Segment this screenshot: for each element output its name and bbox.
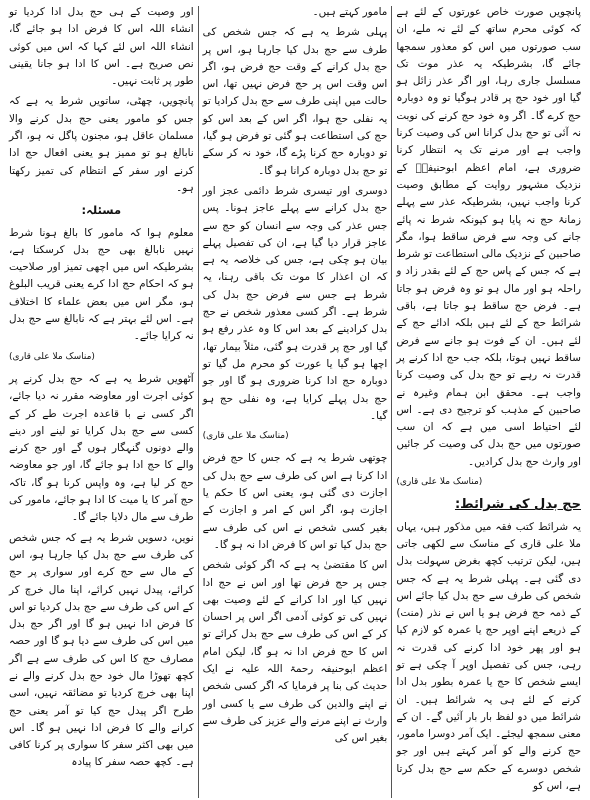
paragraph: پانچویں، چھٹی، ساتویں شرط یہ ہے کہ جس کو مامور یعنی حج بدل کرنے والا مسلمان عاقل ہو، مجنون پاگل نہ ہو، اگر نابالغ ہو تو ممیز ہو یعنی افعال حج ادا کرنے اور سفر کے انتظام کی تمیز رکھتا ہو۔ — [8, 95, 194, 194]
paragraph: نویں، دسویں شرط یہ ہے کہ جس شخص کی طرف سے حج بدل کیا جارہا ہو، اس کے مال سے حج کرے اور سواری پر حج کرائے، پیدل نہیں کرائے، اپنا مال خرچ کر کے اس کی طرف سے حج بدل کردیا تو اس کا فرض ادا نہیں ہو گا اور اگر حج بدل میں اس کی طرف سے دیا ہو گا اور حصہ مصارف حج کا اس کی طرف سے ہے اگر کچھ تھوڑا مال خود حج بدل کرنے والے نے اپنا بھی خرچ کردیا تو مضائقہ نہیں، اسی طرح اگر پیدل حج کیا تو آمر یعنی حج کرانے والے کا فرض ادا نہیں ہو گا۔ اس میں بھی اکثر سفر کا سواری پر کرنا کافی ہے۔ کچھ حصہ سفر کا پیادہ — [8, 531, 194, 769]
paragraph: آٹھویں شرط یہ ہے کہ حج بدل کرنے پر کوئی اجرت اور معاوضہ مقرر نہ دیا جائے، اگر کسی نے با قاعدہ اجرت طے کر کے کسی سے حج بدل کرایا تو لینے اور دینے والے دونوں گنہگار ہوں گے اور حج کرنے والے کا حج ادا ہو جائے گا، اور جو معاوضہ حج کر لیا ہے، وہ واپس کرنا ہو گا، تاکہ حج آمر کا یا میت کا ادا ہو جائے، مامور کی طرف سے مال دلایا جائے گا۔ — [8, 372, 194, 524]
section-heading: حج بدل کی شرائط: — [454, 497, 581, 513]
paragraph: معلوم ہوا کہ مامور کا بالغ ہونا شرط نہیں نابالغ بھی حج بدل کرسکتا ہے، بشرطیکہ اس میں اچھی تمیز اور صلاحیت ہو کہ احکام حج ادا کرے یعنی قریب البلوغ ہو، مگر اس میں بعض علماء کا اختلاف ہے۔ اس لئے بہتر ہے کہ نابالغ سے حج بدل نہ کرایا جائے۔ — [8, 226, 194, 343]
column-left — [5, 4, 198, 800]
section-heading: مسئلہ: — [81, 203, 122, 218]
paragraph: چوتھی شرط یہ ہے کہ جس کا حج فرض ادا کرنا ہے اس کی طرف سے حج بدل کی اجازت دی گئی ہو، یعنی اس کا حکم یا اجازت ہو، اگر اس کے امر و اجازت کے بغیر کسی شخص نے اس کی طرف سے حج بدل کیا تو اس کا فرض ادا نہ ہو گا۔ — [202, 452, 388, 551]
paragraph: اس کا مقتضیٰ یہ ہے کہ اگر کوئی شخص جس پر حج فرض تھا اور اس نے حج ادا نہیں کیا اور ادا کرانے کے لئے وصیت بھی نہیں کی تو کوئی آدمی اگر اس پر احسان کر کے اس کی طرف سے حج بدل کرائے تو اس کا حج فرض ادا نہ ہو گا، لیکن امام اعظم ابوحنیفہ رحمۃ اللہ علیہ نے ایک حدیث کی بنا پر فرمایا کہ اگر کسی شخص نے اپنے والدین کی طرف سے یا کسی اور وارث نے اپنے مرنے والے عزیز کی طرف سے بغیر اس کی — [202, 559, 388, 745]
column-divider — [391, 6, 392, 798]
source-citation: (مناسک ملا علی قاری) — [202, 431, 289, 442]
paragraph: اور وصیت کے ہی حج بدل ادا کردیا تو انشاء اللہ اس کا فرض ادا ہو جائے گا، انشاء اللہ اس لئے کہا کہ اس میں کوئی نص صریح ہے۔ اس کا ادا ہو جانا یقینی طور پر ثابت نہیں۔ — [8, 6, 194, 88]
paragraph: دوسری اور تیسری شرط دائمی عجز اور حج بدل کرانے سے پہلے عاجز ہونا۔ پس جس عذر کی وجہ سے انسان کو حج سے عاجز قرار دیا گیا ہے، ان کی تفصیل پہلے بیان ہو چکی ہے، جس کی خلاصہ یہ ہے کہ ان اعذار کا موت تک باقی رہنا، یہ شرط ہے جس سے فرض حج بدل کی شرط ہے۔ اگر کسی معذور شخص نے حج بدل کرادینے کے بعد اس کا وہ عذر رفع ہو گیا اور حج پر قدرت ہو گئی، مثلاً بیمار تھا، اچھا ہو گیا یا عورت کو محرم مل گیا تو دوبارہ حج ادا کرنا ضروری ہو گا اور جو حج بدل پہلے کرایا ہے، وہ نفلی حج ہو گیا۔ — [202, 184, 388, 422]
source-citation: (مناسک ملا علی قاری) — [8, 351, 95, 362]
paragraph: مامور کہتے ہیں۔ — [312, 6, 388, 18]
column-divider — [198, 6, 199, 798]
paragraph: پہلی شرط یہ ہے کہ جس شخص کی طرف سے حج بدل کیا جارہا ہو، اس پر حج بدل کرانے کے وقت حج فرض ہو، اگر اس وقت اس پر حج فرض نہیں تھا، اس حالت میں اپنی طرف سے حج بدل کرادیا تو یہ نفلی حج ہوا، اگر اس کے بعد اس کو حج کی استطاعت ہو گئی تو فرض ہو گیا، تو دوبارہ حج کرنا پڑے گا، خود نہ کر سکے تو حج بدل دوبارہ کرانا ہو گا۔ — [202, 26, 388, 177]
column-right — [392, 4, 585, 800]
source-citation: (مناسک ملا علی قاری) — [396, 477, 483, 488]
column-middle — [199, 4, 392, 800]
paragraph: پانچویں صورت خاص عورتوں کے لئے ہے کہ کوئی محرم ساتھ کے لئے نہ ملے، ان سب صورتوں میں اس کو معذور سمجھا جائے گا، بشرطیکہ یہ عذر موت تک مسلسل جاری رہا، اور اگر عذر زائل ہو گیا اور خود حج پر قادر ہوگیا تو وہ دوبارہ حج کرے گا۔ اگر وہ خود حج کرنے کی نوبت نہ آئی تو حج بدل کرانا اس کی وصیت کرنا واجب ہے اور مرنے تک یہ انتظار کرنا ضروری ہے، امام اعظم ابوحنیفہؒ کے نزدیک مشہور روایت کے مطابق وصیت کرنا واجب نہیں، بشرطیکہ عذر سے پہلے زمانۂ حج نہ پایا ہو کیونکہ شرط نہ پائے جانے کی وجہ سے فرض ساقط ہوا، مگر صاحبین کے نزدیک مالی استطاعت تو شرط ہے کہ جس کے پاس حج کے لئے بقدر زاد و راحلہ ہو اور مال ہو تو وہ فرض ہو جاتا ہے۔ فرض حج ساقط ہو جاتا ہے، باقی شرائط حج کے لئے ہیں بلکہ ادائے حج کے لئے ہیں۔ ان کے فوت ہو جانے سے فرض ساقط نہیں ہوتا، بلکہ جب حج ادا کرنے پر قدرت نہ رہے تو حج بدل کی وصیت کرنا واجب ہے۔ محقق ابن ہمام وغیرہ نے صاحبین کے مذہب کو ترجیح دی ہے۔ اس لئے احتیاط اسی میں ہے کہ ان سب صورتوں میں حج بدل کی وصیت کر جائیں اور وارث حج بدل کرادیں۔ — [396, 6, 581, 468]
paragraph: یہ شرائط کتب فقہ میں مذکور ہیں، یہاں ملا علی قاری کے مناسک سے لکھی جاتی ہیں، لیکن ترتیب کچھ بغرض سہولت بدل دی گئی ہے۔ پہلی شرط یہ ہے کہ جس شخص کی طرف سے حج بدل کیا جائے اس کے ذمہ حج فرض ہو یا اس نے نذر (منت) کے ذریعے اپنے اوپر حج یا عمرہ کو لازم کیا ہو اور پھر خود ادا کرنے کی قدرت نہ رہی، جس کی تفصیل اوپر آ چکی ہے تو ایسے شخص کا حج یا عمرہ بطور بدل ادا کرنے کے لئے ہی یہ شرائط ہیں۔ ان شرائط میں دو لفظ بار بار آئیں گے۔ ان کے معنی سمجھ لیجئے۔ ایک آمر دوسرا مامور، حج کرنے والے کو آمر کہتے ہیں اور جو شخص دوسرے کے حکم سے حج بدل کرتا ہے، اس کو — [396, 520, 581, 793]
